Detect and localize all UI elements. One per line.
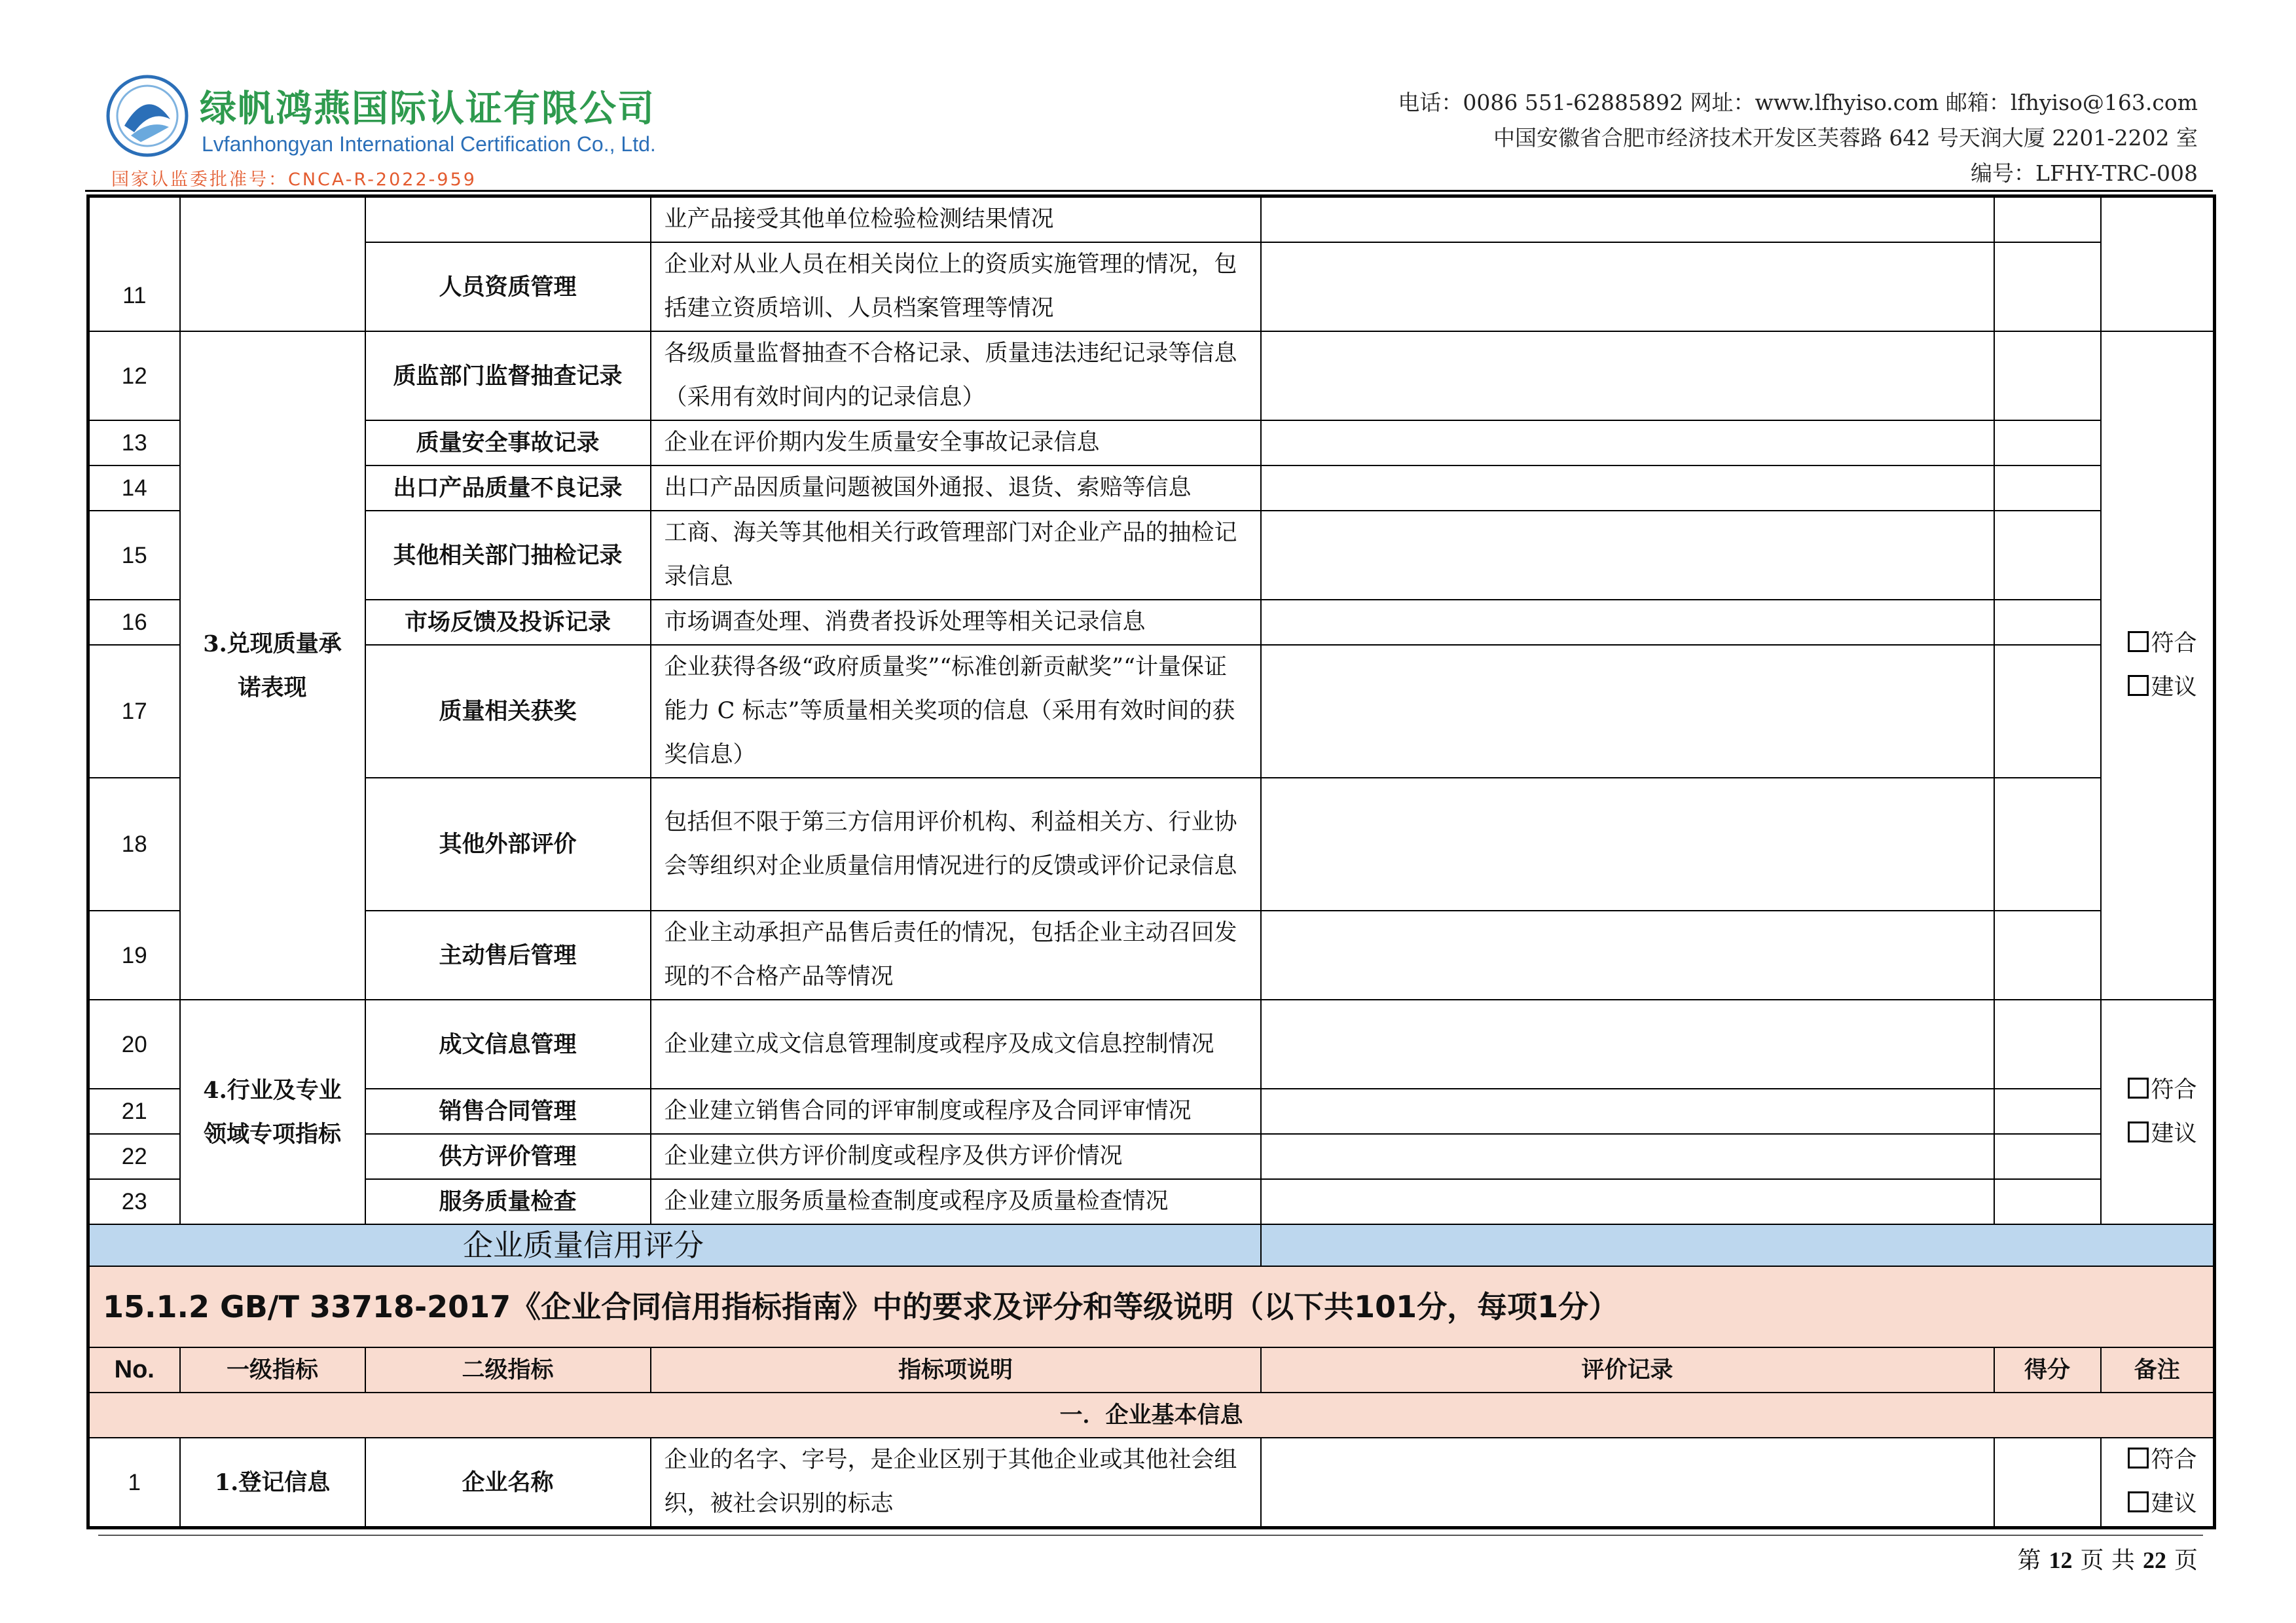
evaluation-record-cell[interactable]	[1261, 511, 1994, 600]
col-header-score: 得分	[1994, 1347, 2101, 1393]
table-row	[88, 420, 2215, 465]
current-page: 12	[2049, 1547, 2073, 1573]
evaluation-record-cell[interactable]	[1261, 331, 1994, 420]
indicator-description: 企业的名字、字号，是企业区别于其他企业或其他社会组织，被社会识别的标志	[651, 1438, 1261, 1528]
col-header-level1: 一级指标	[180, 1347, 365, 1393]
checkbox-icon[interactable]	[2128, 1122, 2149, 1142]
level2-indicator: 成文信息管理	[365, 1000, 651, 1089]
evaluation-record-cell[interactable]	[1261, 1000, 1994, 1089]
evaluation-record-cell[interactable]	[1261, 600, 1994, 645]
table-row	[88, 1089, 2215, 1134]
level1-indicator: 4.行业及专业领域专项指标	[180, 1000, 365, 1224]
level2-indicator	[365, 196, 651, 243]
indicator-description: 市场调查处理、消费者投诉处理等相关记录信息	[651, 600, 1261, 645]
row-number: 21	[88, 1089, 180, 1134]
suggest-label: 建议	[2151, 1120, 2197, 1147]
col-header-note: 备注	[2101, 1347, 2215, 1393]
checkbox-icon[interactable]	[2128, 1448, 2149, 1468]
indicator-description: 企业对从业人员在相关岗位上的资质实施管理的情况，包括建立资质培训、人员档案管理等情况	[651, 242, 1261, 331]
page-suffix: 页	[2174, 1547, 2198, 1574]
checkbox-icon[interactable]	[2128, 631, 2149, 652]
row-number: 19	[88, 911, 180, 1000]
table-row	[88, 1000, 2215, 1089]
suggest-label: 建议	[2151, 674, 2197, 701]
row-number: 1	[88, 1438, 180, 1528]
level2-indicator: 质量安全事故记录	[365, 420, 651, 465]
indicator-description: 企业建立销售合同的评审制度或程序及合同评审情况	[651, 1089, 1261, 1134]
evaluation-record-cell[interactable]	[1261, 1179, 1994, 1224]
table-row	[88, 600, 2215, 645]
table-row	[88, 511, 2215, 600]
page-number	[2018, 1542, 2198, 1575]
indicator-description: 包括但不限于第三方信用评价机构、利益相关方、行业协会等组织对企业质量信用情况进行的反馈或评价记录信息	[651, 778, 1261, 911]
section-title: 15.1.2 GB/T 33718-2017《企业合同信用指标指南》中的要求及评分和等级说明（以下共101分，每项1分）	[88, 1266, 2215, 1347]
level2-indicator: 市场反馈及投诉记录	[365, 600, 651, 645]
note-cell	[2101, 331, 2215, 1000]
row-number: 12	[88, 331, 180, 420]
row-number: 20	[88, 1000, 180, 1089]
score-cell[interactable]	[1994, 1000, 2101, 1089]
row-number: 23	[88, 1179, 180, 1224]
level2-indicator: 其他相关部门抽检记录	[365, 511, 651, 600]
indicator-description: 企业在评价期内发生质量安全事故记录信息	[651, 420, 1261, 465]
note-cell	[2101, 1438, 2215, 1528]
evaluation-table	[86, 194, 2216, 1529]
suggest-checkbox[interactable]	[2128, 666, 2200, 710]
row-number: 16	[88, 600, 180, 645]
page-prefix: 第	[2017, 1547, 2041, 1574]
conform-checkbox[interactable]	[2128, 1068, 2200, 1112]
score-cell[interactable]	[1994, 465, 2101, 511]
contact-address: 中国安徽省合肥市经济技术开发区芙蓉路 642 号天润大厦 2201-2202 室	[1493, 125, 2198, 151]
conform-label: 符合	[2151, 1447, 2197, 1473]
indicator-description: 出口产品因质量问题被国外通报、退货、索赔等信息	[651, 465, 1261, 511]
level2-indicator: 其他外部评价	[365, 778, 651, 911]
conform-label: 符合	[2151, 1076, 2197, 1103]
table-row	[88, 331, 2215, 420]
level2-indicator: 出口产品质量不良记录	[365, 465, 651, 511]
table-row	[88, 1179, 2215, 1224]
evaluation-record-cell[interactable]	[1261, 1134, 1994, 1179]
row-number: 14	[88, 465, 180, 511]
total-pages: 22	[2142, 1547, 2166, 1573]
contact-phone-web-email: 电话：0086 551-62885892 网址：www.lfhyiso.com 邮箱：lfhyiso@163.com	[1398, 90, 2198, 115]
score-cell[interactable]	[1994, 1089, 2101, 1134]
section-heading-row	[88, 1266, 2215, 1347]
score-cell[interactable]	[1994, 420, 2101, 465]
row-number: 22	[88, 1134, 180, 1179]
level2-indicator: 服务质量检查	[365, 1179, 651, 1224]
col-header-description: 指标项说明	[651, 1347, 1261, 1393]
indicator-description: 企业主动承担产品售后责任的情况，包括企业主动召回发现的不合格产品等情况	[651, 911, 1261, 1000]
row-number: 15	[88, 511, 180, 600]
conform-checkbox[interactable]	[2128, 622, 2200, 666]
level2-indicator: 人员资质管理	[365, 242, 651, 331]
header-divider	[85, 190, 2213, 192]
evaluation-record-cell[interactable]	[1261, 911, 1994, 1000]
table-row	[88, 465, 2215, 511]
note-cell	[2101, 196, 2215, 332]
row-number: 18	[88, 778, 180, 911]
subsection-title: 一．企业基本信息	[88, 1393, 2215, 1438]
col-header-no: No.	[88, 1347, 180, 1393]
level2-indicator: 质量相关获奖	[365, 645, 651, 778]
page-mid: 页 共	[2080, 1547, 2135, 1574]
conform-label: 符合	[2151, 630, 2197, 657]
row-number: 13	[88, 420, 180, 465]
table-row	[88, 778, 2215, 911]
row-number: 17	[88, 645, 180, 778]
evaluation-record-cell[interactable]	[1261, 778, 1994, 911]
subsection-row	[88, 1393, 2215, 1438]
level2-indicator: 企业名称	[365, 1438, 651, 1528]
suggest-checkbox[interactable]	[2128, 1112, 2200, 1156]
score-cell[interactable]	[1994, 911, 2101, 1000]
table-row	[88, 1438, 2215, 1528]
footer-divider	[98, 1535, 2203, 1536]
company-logo	[105, 73, 656, 191]
level1-indicator: 3.兑现质量承诺表现	[180, 331, 365, 1000]
col-header-record: 评价记录	[1261, 1347, 1994, 1393]
score-cell[interactable]	[1994, 1134, 2101, 1179]
col-header-level2: 二级指标	[365, 1347, 651, 1393]
document-code: 编号：LFHY-TRC-008	[1971, 160, 2198, 186]
indicator-description: 企业获得各级“政府质量奖”“标准创新贡献奖”“计量保证能力 C 标志”等质量相关奖项的信息（采用有效时间的获奖信息）	[651, 645, 1261, 778]
indicator-description: 工商、海关等其他相关行政管理部门对企业产品的抽检记录信息	[651, 511, 1261, 600]
score-cell[interactable]	[1994, 1438, 2101, 1528]
score-cell[interactable]	[1994, 645, 2101, 778]
checkbox-icon[interactable]	[2128, 1491, 2149, 1512]
table-row	[88, 911, 2215, 1000]
score-cell[interactable]	[1994, 196, 2101, 243]
row-number: 11	[88, 196, 180, 332]
indicator-description: 企业建立成文信息管理制度或程序及成文信息控制情况	[651, 1000, 1261, 1089]
table-row	[88, 1134, 2215, 1179]
suggest-label: 建议	[2151, 1491, 2197, 1517]
table-row	[88, 242, 2215, 331]
logo-chinese-name: 绿帆鸿燕国际认证有限公司	[200, 88, 655, 130]
level1-indicator	[180, 196, 365, 332]
evaluation-record-cell[interactable]	[1261, 196, 1994, 243]
level1-indicator: 1.登记信息	[180, 1438, 365, 1528]
checkbox-icon[interactable]	[2128, 675, 2149, 696]
logo-emblem-icon	[105, 73, 190, 158]
score-cell[interactable]	[1994, 600, 2101, 645]
level2-indicator: 质监部门监督抽查记录	[365, 331, 651, 420]
indicator-description: 企业建立供方评价制度或程序及供方评价情况	[651, 1134, 1261, 1179]
table-row	[88, 645, 2215, 778]
indicator-description: 企业建立服务质量检查制度或程序及质量检查情况	[651, 1179, 1261, 1224]
conform-checkbox[interactable]	[2128, 1438, 2200, 1482]
level2-indicator: 销售合同管理	[365, 1089, 651, 1134]
score-cell[interactable]	[1994, 1179, 2101, 1224]
note-cell	[2101, 1000, 2215, 1224]
approval-number: 国家认监委批准号：CNCA-R-2022-959	[111, 170, 477, 190]
level2-indicator: 供方评价管理	[365, 1134, 651, 1179]
column-header-row	[88, 1347, 2215, 1393]
suggest-checkbox[interactable]	[2128, 1482, 2200, 1526]
table-row	[88, 196, 2215, 243]
evaluation-record-cell[interactable]	[1261, 645, 1994, 778]
score-cell[interactable]	[1994, 242, 2101, 331]
evaluation-record-cell[interactable]	[1261, 242, 1994, 331]
logo-english-name: Lvfanhongyan International Certification Co., Ltd.	[202, 132, 656, 156]
checkbox-icon[interactable]	[2128, 1078, 2149, 1099]
indicator-description: 业产品接受其他单位检验检测结果情况	[651, 196, 1261, 243]
contact-info	[1398, 85, 2198, 191]
indicator-description: 各级质量监督抽查不合格记录、质量违法违纪记录等信息（采用有效时间内的记录信息）	[651, 331, 1261, 420]
score-cell[interactable]	[1994, 511, 2101, 600]
score-cell[interactable]	[1994, 778, 2101, 911]
evaluation-record-cell[interactable]	[1261, 1089, 1994, 1134]
evaluation-record-cell[interactable]	[1261, 1438, 1994, 1528]
score-cell[interactable]	[1994, 331, 2101, 420]
credit-score-value[interactable]	[1261, 1224, 2215, 1266]
page-header	[0, 0, 2296, 190]
evaluation-record-cell[interactable]	[1261, 465, 1994, 511]
score-summary-band	[88, 1224, 2215, 1266]
credit-score-title: 企业质量信用评分	[88, 1224, 1261, 1266]
evaluation-record-cell[interactable]	[1261, 420, 1994, 465]
level2-indicator: 主动售后管理	[365, 911, 651, 1000]
